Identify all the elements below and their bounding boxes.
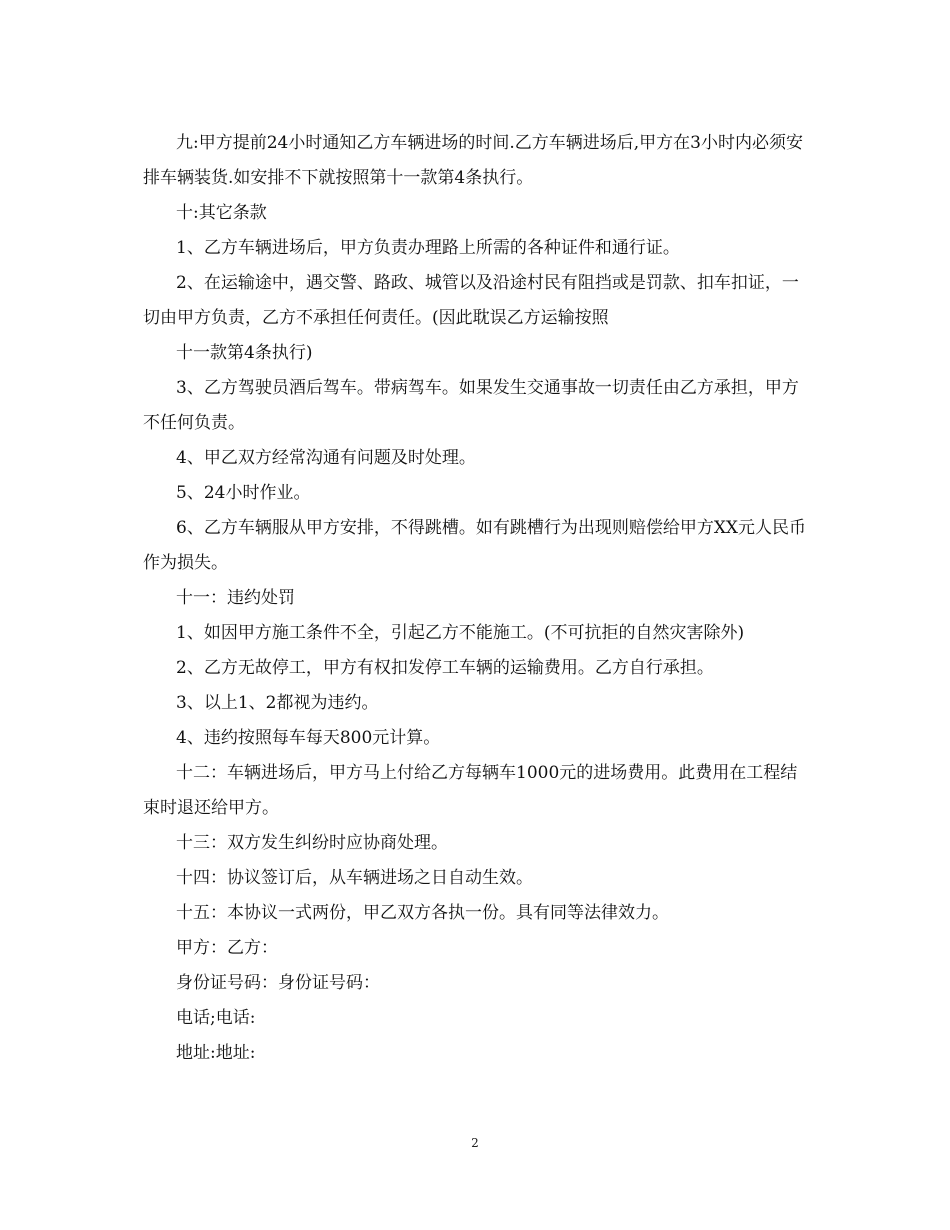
page-number: 2 <box>471 1136 479 1150</box>
clause-9: 九:甲方提前24小时通知乙方车辆进场的时间.乙方车辆进场后,甲方在3小时内必须安排车辆装货.如安排不下就按照第十一款第4条执行。 <box>143 133 803 188</box>
clause-11-item-2: 2、乙方无故停工，甲方有权扣发停工车辆的运输费用。乙方自行承担。 <box>176 658 714 678</box>
clause-12: 十二：车辆进场后，甲方马上付给乙方每辆车1000元的进场费用。此费用在工程结束时退还给甲方。 <box>143 763 798 818</box>
clause-10-item-3: 3、乙方驾驶员酒后驾车。带病驾车。如果发生交通事故一切责任由乙方承担，甲方不任何负责。 <box>143 378 799 433</box>
clause-14: 十四：协议签订后，从车辆进场之日自动生效。 <box>176 868 533 888</box>
signature-addresses: 地址:地址: <box>176 1043 256 1063</box>
signature-id-numbers: 身份证号码：身份证号码： <box>176 973 380 993</box>
clause-10-item-6: 6、乙方车辆服从甲方安排，不得跳槽。如有跳槽行为出现则赔偿给甲方XX元人民币作为损失。 <box>143 518 807 573</box>
clause-10-item-5: 5、24小时作业。 <box>176 483 311 503</box>
clause-10-item-1: 1、乙方车辆进场后，甲方负责办理路上所需的各种证件和通行证。 <box>176 238 680 258</box>
signature-parties: 甲方：乙方： <box>176 938 278 958</box>
clause-10-item-2: 2、在运输途中，遇交警、路政、城管以及沿途村民有阻挡或是罚款、扣车扣证，一切由甲方负责，乙方不承担任何责任。(因此耽误乙方运输按照 <box>143 273 799 328</box>
clause-10-heading: 十:其它条款 <box>176 203 267 223</box>
clause-15: 十五：本协议一式两份，甲乙双方各执一份。具有同等法律效力。 <box>176 903 669 923</box>
clause-13: 十三：双方发生纠纷时应协商处理。 <box>176 833 448 853</box>
signature-phones: 电话;电话: <box>176 1008 256 1028</box>
clause-11-heading: 十一：违约处罚 <box>176 588 295 608</box>
clause-11-item-4: 4、违约按照每车每天800元计算。 <box>176 728 441 748</box>
clause-10-item-4: 4、甲乙双方经常沟通有问题及时处理。 <box>176 448 476 468</box>
clause-11-item-1: 1、如因甲方施工条件不全，引起乙方不能施工。(不可抗拒的自然灾害除外) <box>176 623 745 643</box>
clause-10-item-2-continued: 十一款第4条执行) <box>176 343 313 363</box>
document-body <box>143 126 811 1071</box>
clause-11-item-3: 3、以上1、2都视为违约。 <box>176 693 379 713</box>
